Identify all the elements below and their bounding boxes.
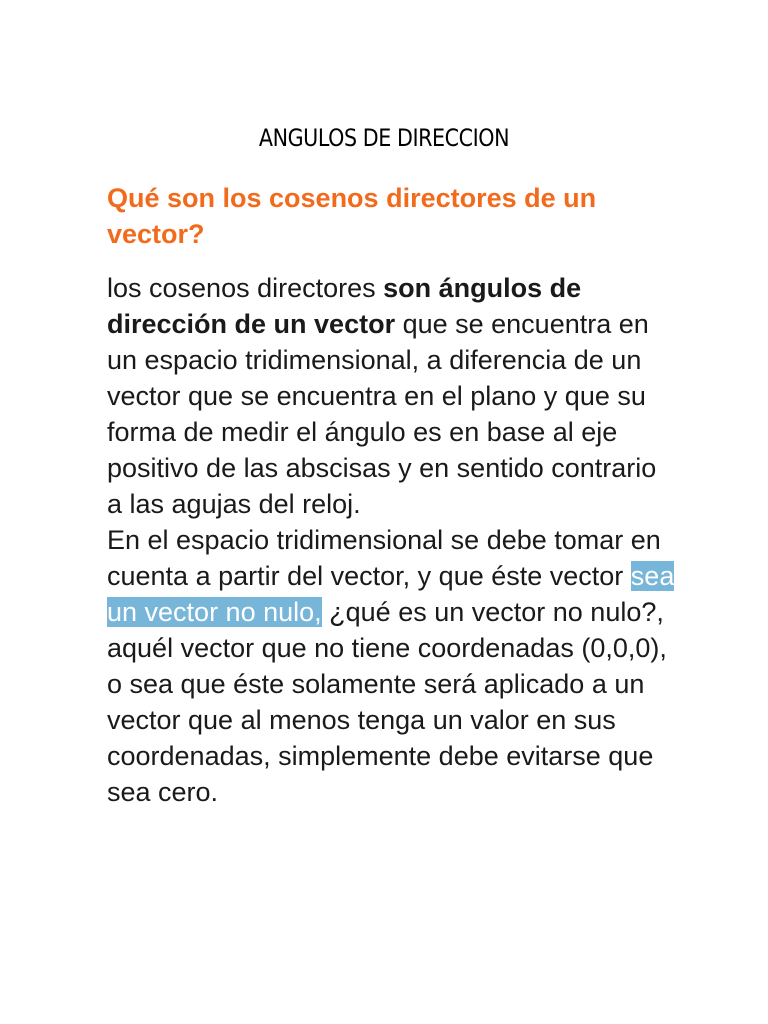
- paragraph-1-lead: los cosenos directores: [107, 273, 384, 303]
- paragraph-1-rest: que se encuentra en un espacio tridimensional, a diferencia de un vector que se encuentra en el plano y que su forma de medir el ángulo es en base al eje positivo de las abscisas y en sentido contrario a las agujas del reloj.: [107, 309, 657, 519]
- paragraph-2-rest: ¿qué es un vector no nulo?, aquél vector que no tiene coordenadas (0,0,0), o sea que éste solamente será aplicado a un vector que al menos tenga un valor en sus coordenadas, simplemente debe evitarse que sea cero.: [107, 597, 667, 807]
- body-text: [107, 270, 677, 810]
- document-title: ANGULOS DE DIRECCION: [258, 124, 510, 152]
- highlighted-text[interactable]: sea un vector no nulo,: [107, 561, 675, 627]
- paragraph-2-lead: En el espacio tridimensional se debe tomar en cuenta a partir del vector, y que éste vector: [107, 525, 661, 591]
- section-question-heading: Qué son los cosenos directores de un vector?: [107, 183, 597, 249]
- paragraph-1-bold: son ángulos de dirección de un vector: [107, 273, 582, 339]
